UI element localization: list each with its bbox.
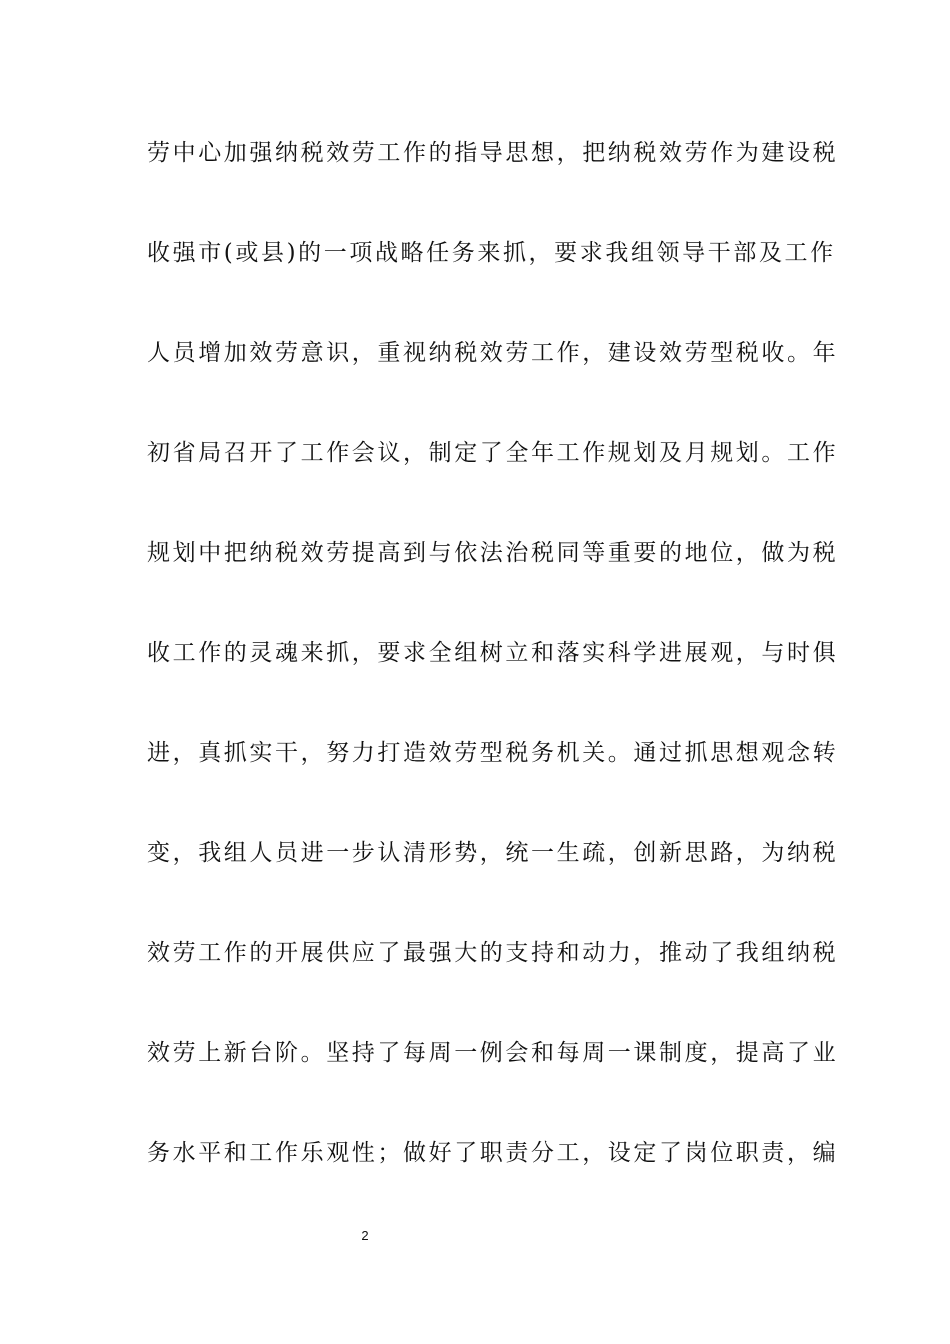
text-line: 效劳上新台阶。坚持了每周一例会和每周一课制度，提高了业 — [147, 1040, 839, 1066]
page-number: 2 — [361, 1228, 369, 1243]
text-line: 务水平和工作乐观性；做好了职责分工，设定了岗位职责，编 — [147, 1140, 839, 1166]
text-line: 初省局召开了工作会议，制定了全年工作规划及月规划。工作 — [147, 440, 839, 466]
text-line: 收强市(或县)的一项战略任务来抓，要求我组领导干部及工作 — [147, 240, 836, 266]
text-line: 人员增加效劳意识，重视纳税效劳工作，建设效劳型税收。年 — [147, 340, 839, 366]
text-line: 进，真抓实干，努力打造效劳型税务机关。通过抓思想观念转 — [147, 740, 839, 766]
text-line: 规划中把纳税效劳提高到与依法治税同等重要的地位，做为税 — [147, 540, 839, 566]
text-line: 收工作的灵魂来抓，要求全组树立和落实科学进展观，与时俱 — [147, 640, 839, 666]
text-line: 变，我组人员进一步认清形势，统一生疏，创新思路，为纳税 — [147, 840, 839, 866]
text-line: 效劳工作的开展供应了最强大的支持和动力，推动了我组纳税 — [147, 940, 839, 966]
text-line: 劳中心加强纳税效劳工作的指导思想，把纳税效劳作为建设税 — [147, 140, 839, 166]
body-paragraph — [147, 133, 839, 1233]
